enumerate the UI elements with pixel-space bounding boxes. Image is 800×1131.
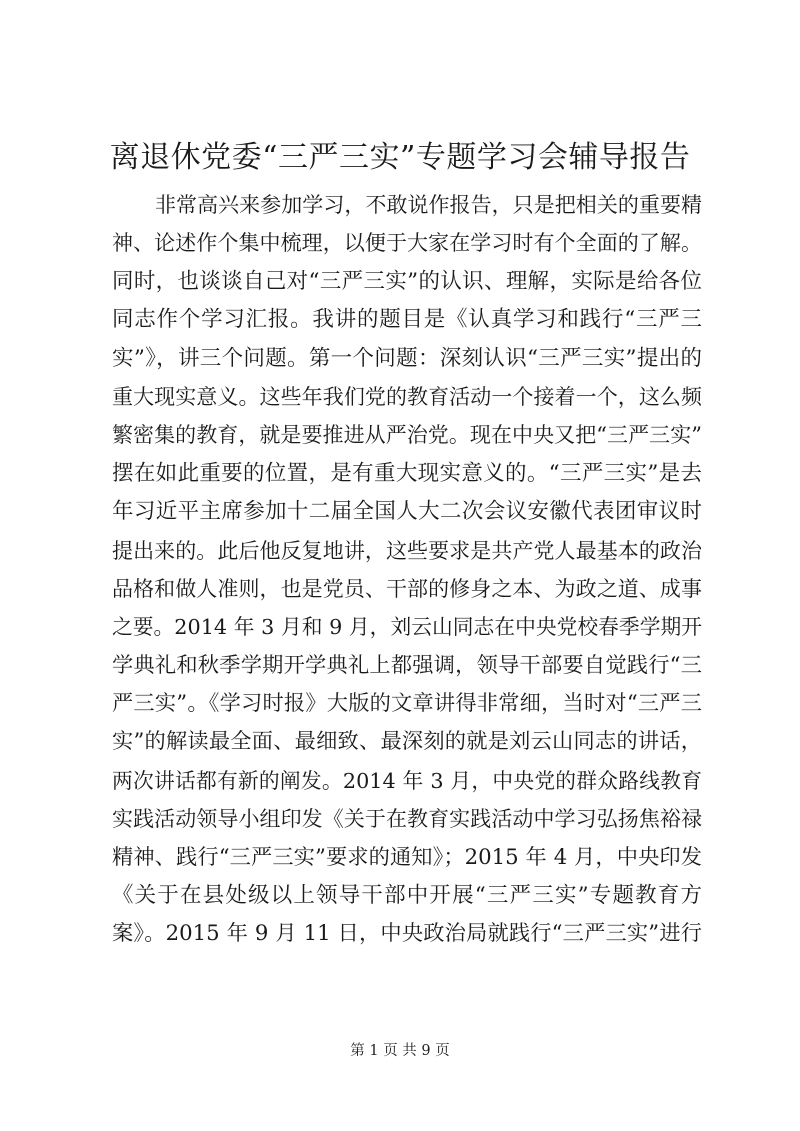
body-line: 神、论述作个集中梳理，以便于大家在学习时有个全面的了解。	[112, 231, 702, 256]
body-line: 两次讲话都有新的阐发。2014 年 3 月，中央党的群众路线教育	[112, 768, 702, 793]
body-line: 之要。2014 年 3 月和 9 月，刘云山同志在中央党校春季学期开	[112, 615, 702, 640]
body-line: 严三实”。《学习时报》大版的文章讲得非常细，当时对“三严三	[112, 691, 702, 717]
page-number-footer: 第 1 页 共 9 页	[350, 1043, 450, 1059]
body-line: 同时，也谈谈自己对“三严三实”的认识、理解，实际是给各位	[112, 268, 702, 294]
body-line: 实”》，讲三个问题。第一个问题：深刻认识“三严三实”提出的	[112, 345, 702, 371]
body-line: 实践活动领导小组印发《关于在教育实践活动中学习弘扬焦裕禄	[112, 807, 702, 832]
body-line: 同志作个学习汇报。我讲的题目是《认真学习和践行“三严三	[112, 307, 702, 333]
body-line: 学典礼和秋季学期开学典礼上都强调，领导干部要自觉践行“三	[112, 652, 702, 678]
document-body	[112, 186, 702, 954]
body-line: 重大现实意义。这些年我们党的教育活动一个接着一个，这么频	[112, 384, 702, 409]
body-line: 案》。2015 年 9 月 11 日，中央政治局就践行“三严三实”进行	[112, 921, 702, 947]
body-line: 品格和做人准则，也是党员、干部的修身之本、为政之道、成事	[112, 576, 702, 601]
body-line: 精神、践行“三严三实”要求的通知》；2015 年 4 月，中央印发	[112, 844, 702, 870]
body-line: 繁密集的教育，就是要推进从严治党。现在中央又把“三严三实”	[112, 423, 702, 448]
document-title: 离退休党委“三严三实”专题学习会辅导报告	[109, 140, 691, 175]
body-line: 摆在如此重要的位置，是有重大现实意义的。“三严三实”是去	[112, 460, 702, 486]
body-line: 年习近平主席参加十二届全国人大二次会议安徽代表团审议时	[112, 499, 702, 525]
body-line: 提出来的。此后他反复地讲，这些要求是共产党人最基本的政治	[112, 538, 702, 563]
body-line: 非常高兴来参加学习，不敢说作报告，只是把相关的重要精	[155, 193, 702, 217]
body-line: 实”的解读最全面、最细致、最深刻的就是刘云山同志的讲话，	[112, 729, 702, 755]
body-line: 《关于在县处级以上领导干部中开展“三严三实”专题教育方	[112, 883, 702, 909]
